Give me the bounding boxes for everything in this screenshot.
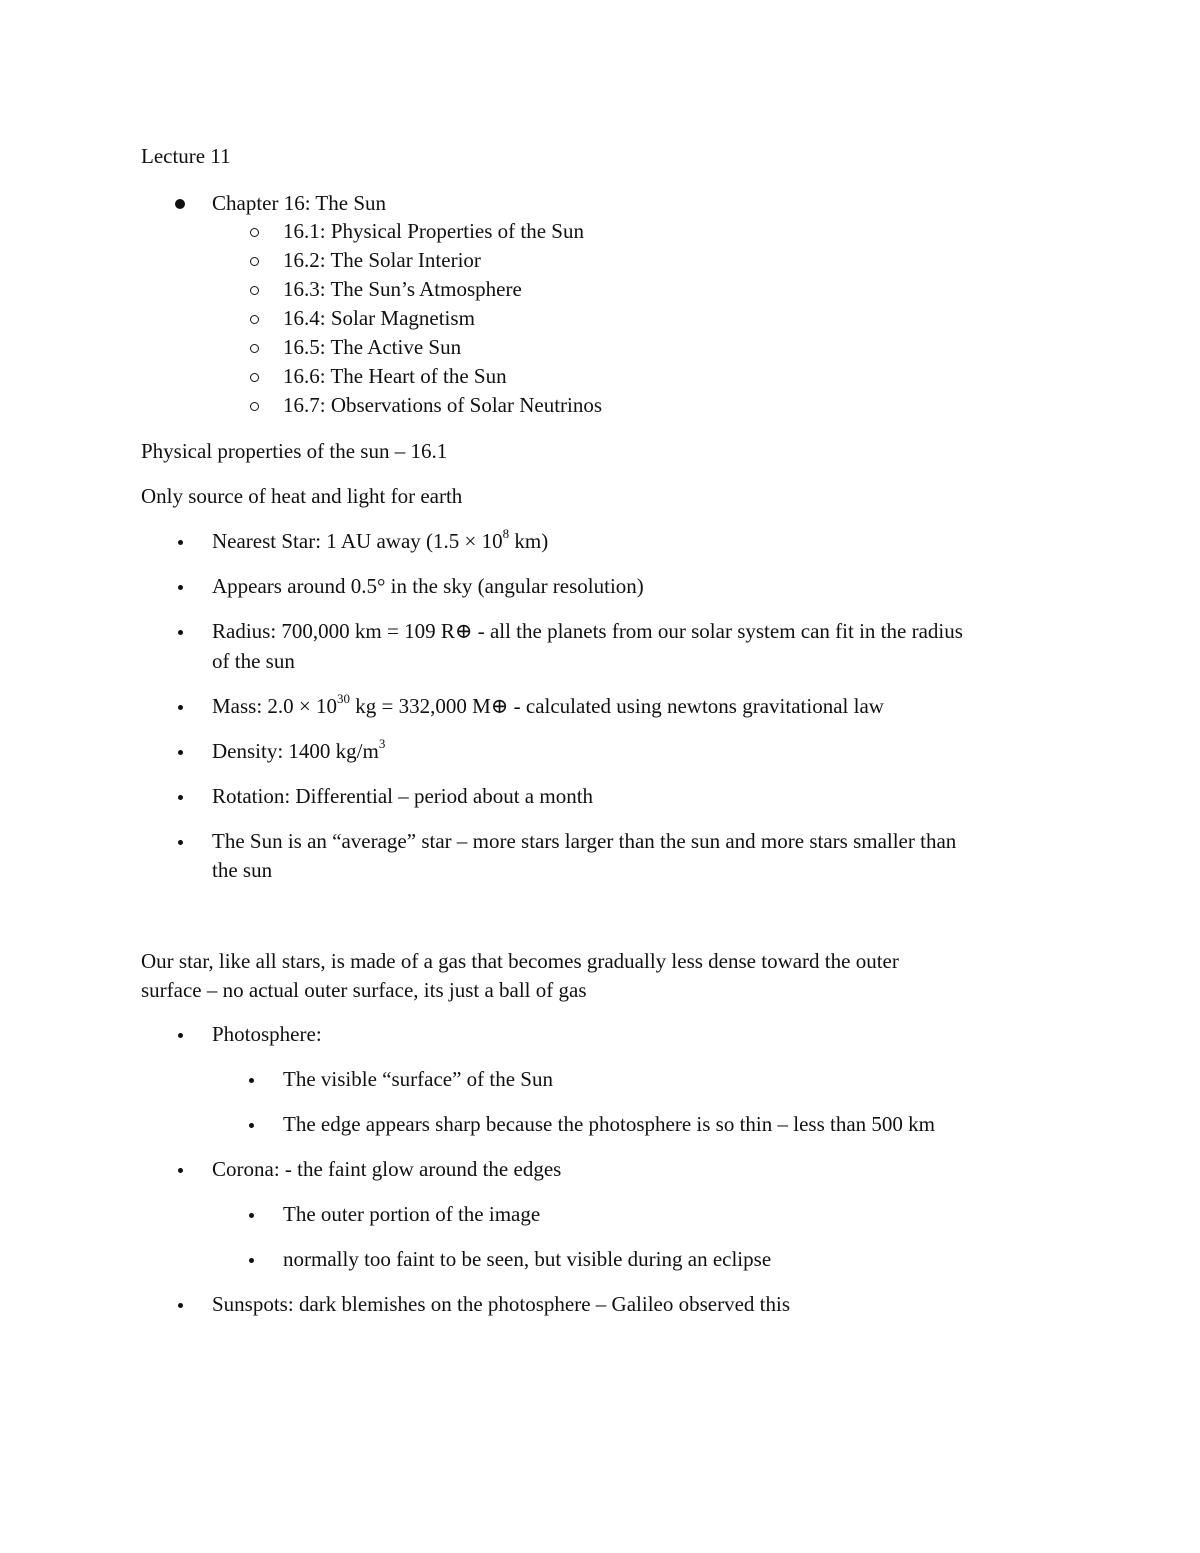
sub-item: The visible “surface” of the Sun bbox=[283, 1067, 553, 1091]
paragraph-line: Our star, like all stars, is made of a gas that becomes gradually less dense toward the outer bbox=[141, 949, 899, 973]
property-nearest-star bbox=[212, 526, 549, 553]
superscript: 30 bbox=[337, 691, 351, 706]
paragraph-line: surface – no actual outer surface, its just a ball of gas bbox=[141, 978, 587, 1002]
section-item: 16.3: The Sun’s Atmosphere bbox=[283, 277, 522, 301]
bullet-circle-icon bbox=[250, 373, 259, 382]
bullet-icon bbox=[178, 1033, 183, 1038]
bullet-icon bbox=[178, 540, 183, 545]
layer-corona: Corona: - the faint glow around the edges bbox=[212, 1157, 562, 1181]
property-average: The Sun is an “average” star – more stars larger than the sun and more stars smaller than bbox=[212, 829, 957, 853]
bullet-circle-icon bbox=[250, 228, 259, 237]
superscript: 8 bbox=[502, 526, 510, 541]
section-item: 16.6: The Heart of the Sun bbox=[283, 364, 507, 388]
sub-item: The outer portion of the image bbox=[283, 1202, 541, 1226]
chapter-heading: Chapter 16: The Sun bbox=[212, 191, 387, 215]
property-radius: Radius: 700,000 km = 109 R⊕ - all the planets from our solar system can fit in the radius bbox=[212, 619, 963, 643]
bullet-circle-icon bbox=[250, 286, 259, 295]
bullet-circle-icon bbox=[250, 315, 259, 324]
lecture-title: Lecture 11 bbox=[141, 144, 231, 168]
property-text: km) bbox=[509, 529, 549, 553]
sub-item: The edge appears sharp because the photosphere is so thin – less than 500 km bbox=[283, 1112, 935, 1136]
bullet-icon bbox=[178, 795, 183, 800]
bullet-icon bbox=[178, 840, 183, 845]
bullet-icon bbox=[178, 705, 183, 710]
bullet-icon bbox=[249, 1123, 254, 1128]
property-radius-cont: of the sun bbox=[212, 649, 295, 673]
bullet-icon bbox=[178, 1303, 183, 1308]
layer-sunspots: Sunspots: dark blemishes on the photosphere – Galileo observed this bbox=[212, 1292, 791, 1316]
property-appears: Appears around 0.5° in the sky (angular resolution) bbox=[212, 574, 644, 598]
property-text: Density: 1400 kg/m bbox=[212, 739, 379, 763]
property-density bbox=[212, 736, 386, 763]
bullet-icon bbox=[178, 1168, 183, 1173]
section-item: 16.4: Solar Magnetism bbox=[283, 306, 475, 330]
property-average-cont: the sun bbox=[212, 858, 273, 882]
bullet-icon bbox=[178, 630, 183, 635]
bullet-circle-icon bbox=[250, 402, 259, 411]
bullet-icon bbox=[249, 1078, 254, 1083]
section-item: 16.5: The Active Sun bbox=[283, 335, 462, 359]
bullet-filled-icon bbox=[175, 199, 185, 209]
intro-line: Only source of heat and light for earth bbox=[141, 484, 463, 508]
bullet-icon bbox=[249, 1258, 254, 1263]
bullet-icon bbox=[178, 585, 183, 590]
section-item: 16.7: Observations of Solar Neutrinos bbox=[283, 393, 603, 417]
section-item: 16.1: Physical Properties of the Sun bbox=[283, 219, 584, 243]
bullet-circle-icon bbox=[250, 257, 259, 266]
bullet-icon bbox=[249, 1213, 254, 1218]
section-item: 16.2: The Solar Interior bbox=[283, 248, 481, 272]
property-mass bbox=[212, 691, 884, 718]
property-text: kg = 332,000 M⊕ - calculated using newtons gravitational law bbox=[350, 694, 884, 718]
bullet-circle-icon bbox=[250, 344, 259, 353]
bullet-icon bbox=[178, 750, 183, 755]
property-text: Mass: 2.0 × 10 bbox=[212, 694, 338, 718]
property-text: Nearest Star: 1 AU away (1.5 × 10 bbox=[212, 529, 503, 553]
property-rotation: Rotation: Differential – period about a month bbox=[212, 784, 594, 808]
superscript: 3 bbox=[378, 736, 386, 751]
layer-photosphere: Photosphere: bbox=[212, 1022, 322, 1046]
sub-item: normally too faint to be seen, but visible during an eclipse bbox=[283, 1247, 772, 1271]
section-heading: Physical properties of the sun – 16.1 bbox=[141, 439, 448, 463]
